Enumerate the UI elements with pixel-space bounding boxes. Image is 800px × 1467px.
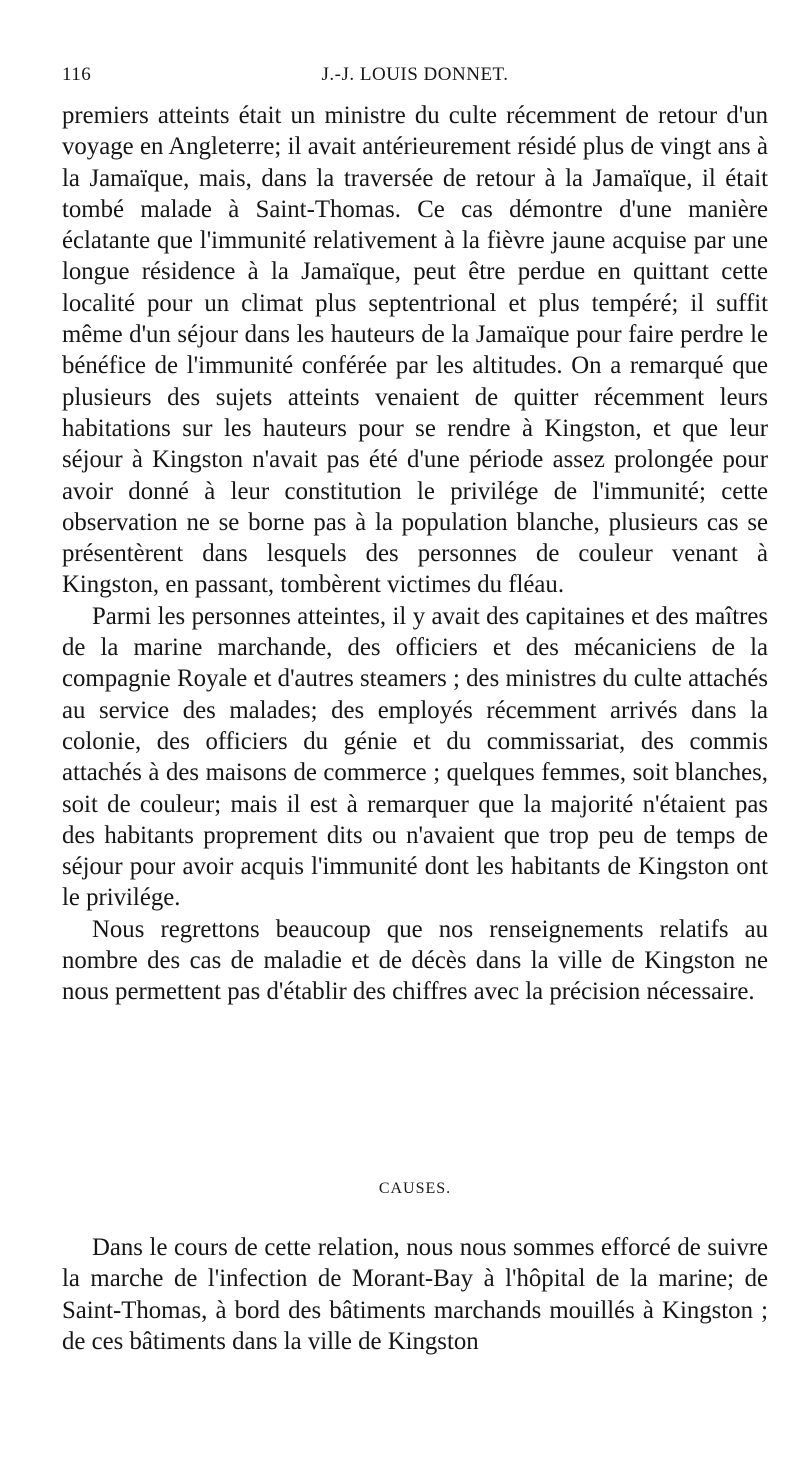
section-heading: CAUSES. <box>378 1180 452 1197</box>
paragraph: Parmi les personnes atteintes, il y avait des capitaines et des maîtres de la marine marchande, des officiers et des mécaniciens de la compagnie Royale et d'autres steamers ; des ministres du culte attachés au service des malades; des employés récemment arrivés dans la colonie, des officiers du génie et du commissariat, des commis attachés à des maisons de commerce ; quelques femmes, soit blanches, soit de couleur; mais il est à remarquer que la majorité n'étaient pas des habitants proprement dits ou n'avaient que trop peu de temps de séjour pour avoir acquis l'immunité dont les habitants de Kingston ont le privilége. <box>62 602 768 912</box>
section-body-text <box>62 1232 768 1357</box>
paragraph: Dans le cours de cette relation, nous nous sommes efforcé de suivre la marche de l'infection de Morant-Bay à l'hôpital de la marine; de Saint-Thomas, à bord des bâtiments marchands mouillés à Kingston ; de ces bâtiments dans la ville de Kingston <box>62 1234 768 1355</box>
page-number: 116 <box>62 64 92 85</box>
paragraph: Nous regrettons beaucoup que nos renseignements relatifs au nombre des cas de maladie et de décès dans la ville de Kingston ne nous permettent pas d'établir des chiffres avec la précision nécessaire. <box>62 915 768 1006</box>
paragraph: premiers atteints était un ministre du culte récemment de retour d'un voyage en Angleterre; il avait antérieurement résidé plus de vingt ans à la Jamaïque, mais, dans la traversée de retour à la Jamaïque, il était tombé malade à Saint-Thomas. Ce cas démontre d'une manière éclatante que l'immunité relativement à la fièvre jaune acquise par une longue résidence à la Jamaïque, peut être perdue en quittant cette localité pour un climat plus septentrional et plus tempéré; il suffit même d'un séjour dans les hauteurs de la Jamaïque pour faire perdre le bénéfice de l'immunité conférée par les altitudes. On a remarqué que plusieurs des sujets atteints venaient de quitter récemment leurs habitations sur les hauteurs pour se rendre à Kingston, et que leur séjour à Kingston n'avait pas été d'une période assez prolongée pour avoir donné à leur constitution le privilége de l'immunité; cette observation ne se borne pas à la population blanche, plusieurs cas se présentèrent dans lesquels des personnes de couleur venant à Kingston, en passant, tombèrent victimes du fléau. <box>62 102 768 599</box>
page-header <box>62 64 768 92</box>
running-head: J.-J. LOUIS DONNET. <box>321 64 509 85</box>
body-text <box>62 100 768 1008</box>
